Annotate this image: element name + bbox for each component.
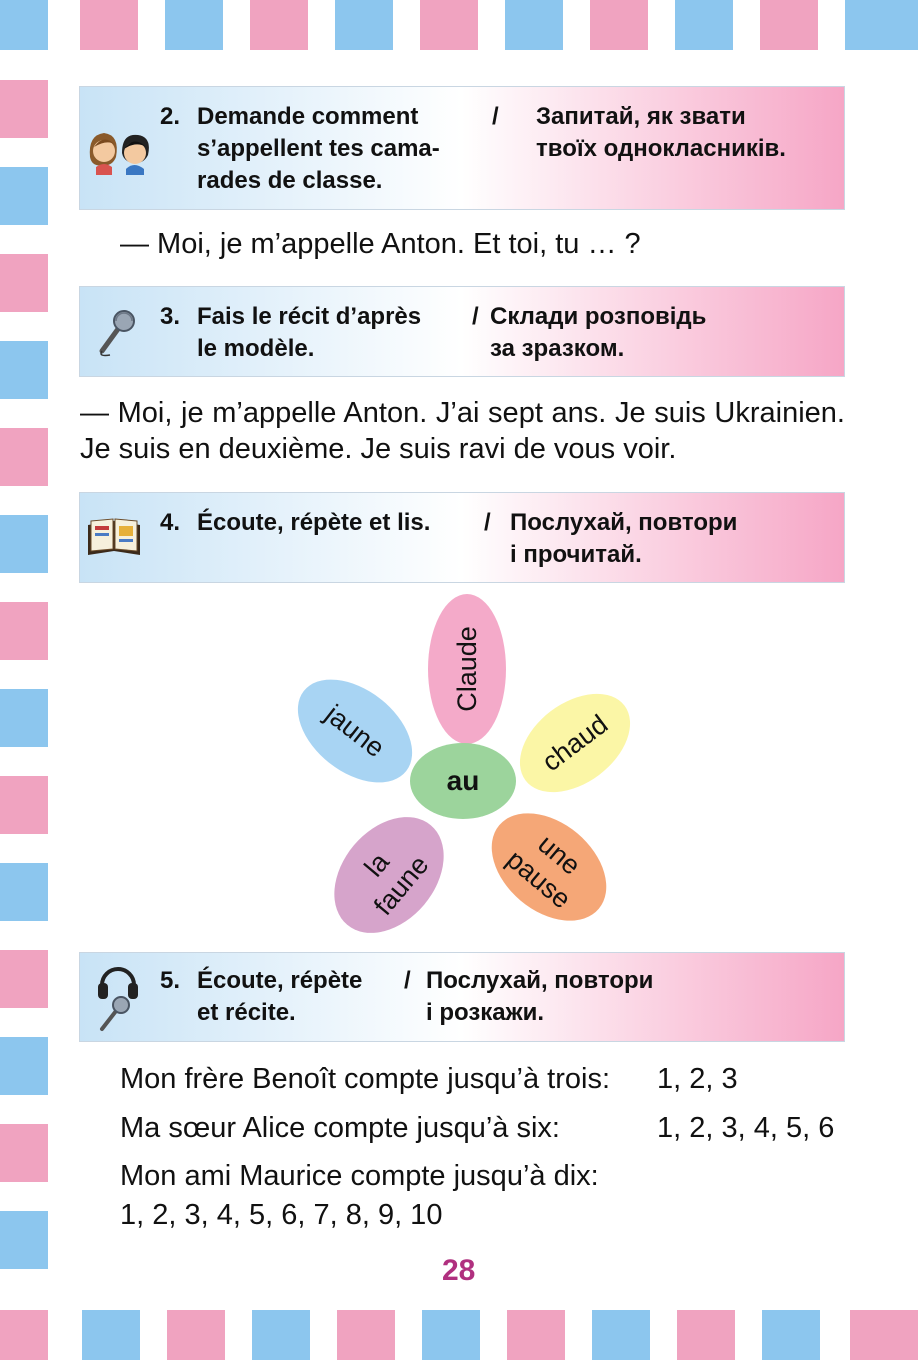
page-number: 28 xyxy=(442,1254,476,1287)
task-3-banner xyxy=(79,286,845,377)
flower-center xyxy=(410,743,516,819)
border-square xyxy=(0,428,48,486)
rhyme-numbers: 1, 2, 3, 4, 5, 6 xyxy=(657,1112,835,1144)
task-number: 5. xyxy=(160,967,181,994)
border-square xyxy=(165,0,223,50)
petal-word: chaud xyxy=(536,708,614,778)
petal-word: Claude xyxy=(452,626,482,712)
rhyme-line: Mon ami Maurice compte jusqu’à dix: xyxy=(120,1160,599,1192)
border-square xyxy=(420,0,478,50)
task-number: 4. xyxy=(160,509,181,536)
open-book-icon xyxy=(86,511,142,570)
border-square xyxy=(845,0,918,50)
rhyme-line: Ma sœur Alice compte jusqu’à six: xyxy=(120,1112,560,1144)
task-instruction-uk: Склади розповідь за зразком. xyxy=(490,303,707,362)
task-number: 3. xyxy=(160,303,181,330)
border-square xyxy=(850,1310,918,1360)
task-instruction-fr: Écoute, répète et lis. xyxy=(197,509,431,536)
border-square xyxy=(0,863,48,921)
border-square xyxy=(0,167,48,225)
border-square xyxy=(760,0,818,50)
border-square xyxy=(0,776,48,834)
task-instruction-uk: Запитай, як звати твоїх однокласників. xyxy=(536,103,786,162)
border-square xyxy=(0,0,48,50)
border-square xyxy=(250,0,308,50)
petal-word: la faune xyxy=(358,847,435,921)
petal-faune xyxy=(312,796,466,955)
border-square xyxy=(507,1310,565,1360)
center-sound: au xyxy=(446,765,480,796)
separator-slash: / xyxy=(472,303,479,330)
petal-chaud xyxy=(501,674,648,813)
border-square xyxy=(675,0,733,50)
petal-word: une pause xyxy=(500,828,587,915)
border-square xyxy=(505,0,563,50)
task-instruction-fr: Fais le récit d’après le modèle. xyxy=(197,303,422,362)
separator-slash: / xyxy=(492,103,499,130)
border-square xyxy=(762,1310,820,1360)
border-square xyxy=(422,1310,480,1360)
microphone-icon xyxy=(96,309,136,366)
petal-pause xyxy=(471,792,627,943)
task-instruction-uk: Послухай, повтори і розкажи. xyxy=(426,967,654,1026)
border-square xyxy=(590,0,648,50)
headphones-microphone-icon xyxy=(96,963,142,1044)
task-2-banner xyxy=(79,86,845,210)
two-kids-talking-icon xyxy=(82,127,154,184)
task-instruction-fr: Demande comment s’appellent tes cama- rades de classe. xyxy=(197,103,440,194)
border-square xyxy=(167,1310,225,1360)
border-square xyxy=(337,1310,395,1360)
separator-slash: / xyxy=(484,509,491,536)
border-square xyxy=(0,1037,48,1095)
border-square xyxy=(0,254,48,312)
petal-word: jaune xyxy=(319,698,391,764)
petal-jaune xyxy=(279,659,432,804)
rhyme-line: Mon frère Benoît compte jusqu’à trois: xyxy=(120,1063,611,1095)
task-instruction-uk: Послухай, повтори і прочитай. xyxy=(510,509,738,568)
border-square xyxy=(0,1124,48,1182)
border-square xyxy=(677,1310,735,1360)
border-square xyxy=(0,1310,48,1360)
border-square xyxy=(0,689,48,747)
border-square xyxy=(0,515,48,573)
dialog-example: — Moi, je m’appelle Anton. Et toi, tu … ? xyxy=(120,228,641,260)
border-square xyxy=(0,950,48,1008)
separator-slash: / xyxy=(404,967,411,994)
task-5-banner xyxy=(79,952,845,1042)
border-square xyxy=(252,1310,310,1360)
border-square xyxy=(0,341,48,399)
task-4-banner xyxy=(79,492,845,583)
border-square xyxy=(592,1310,650,1360)
task-number: 2. xyxy=(160,103,181,130)
border-square xyxy=(82,1310,140,1360)
border-square xyxy=(0,1211,48,1269)
rhyme-numbers: 1, 2, 3 xyxy=(657,1063,738,1095)
border-square xyxy=(0,602,48,660)
border-square xyxy=(80,0,138,50)
petal-claude xyxy=(428,594,506,744)
rhyme-numbers: 1, 2, 3, 4, 5, 6, 7, 8, 9, 10 xyxy=(120,1199,443,1231)
task-instruction-fr: Écoute, répète et récite. xyxy=(197,967,363,1026)
model-text: — Moi, je m’appelle Anton. J’ai sept ans. Je suis Ukrainien. Je suis en deuxième. Je suis ravi de vous voir. xyxy=(80,397,845,465)
border-square xyxy=(335,0,393,50)
border-square xyxy=(0,80,48,138)
